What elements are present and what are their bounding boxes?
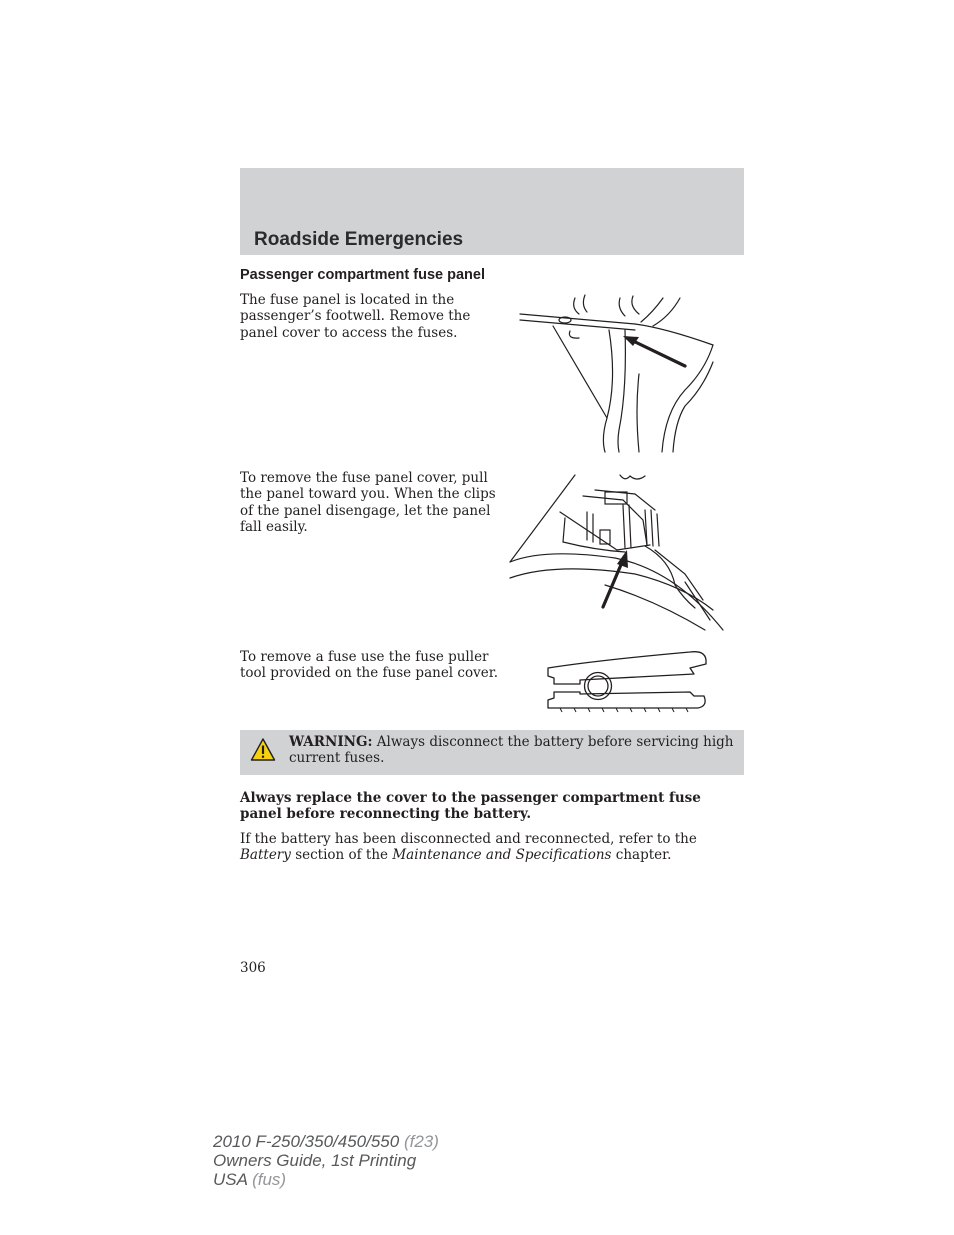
- footer-market-code: (fus): [252, 1170, 287, 1189]
- footer-edition: Owners Guide, 1st Printing: [213, 1151, 417, 1170]
- document-footer: [213, 1132, 439, 1189]
- page-number: 306: [240, 960, 266, 976]
- paragraph-fuse-panel-location: The fuse panel is located in the passenger’s footwell. Remove the panel cover to access the fuses.: [240, 292, 471, 341]
- battery-note-middle: section of the: [295, 847, 389, 864]
- footer-model-code: (f23): [403, 1132, 439, 1151]
- chapter-reference: Maintenance and Specifications: [392, 847, 612, 864]
- battery-note-prefix: If the battery has been disconnected and reconnected, refer to the: [240, 831, 697, 847]
- footwell-fuse-panel-illustration: [515, 290, 720, 455]
- warning-message: [289, 734, 739, 767]
- replace-cover-note: Always replace the cover to the passenger compartment fuse panel before reconnecting the battery.: [240, 790, 701, 823]
- battery-reference-note: [240, 831, 740, 864]
- footer-model: 2010 F-250/350/450/550: [213, 1132, 400, 1151]
- paragraph-fuse-puller: To remove a fuse use the fuse puller tool provided on the fuse panel cover.: [240, 649, 498, 682]
- fuse-panel-cover-illustration: [505, 470, 730, 635]
- fuse-puller-tool-illustration: [540, 648, 715, 716]
- warning-triangle-icon: [250, 737, 276, 763]
- footer-market: USA: [213, 1170, 248, 1189]
- paragraph-remove-cover: To remove the fuse panel cover, pull the panel toward you. When the clips of the panel disengage, let the panel fall easily.: [240, 470, 496, 535]
- subsection-heading: Passenger compartment fuse panel: [240, 267, 485, 283]
- warning-callout: [240, 730, 744, 775]
- section-header-band: [240, 168, 744, 255]
- warning-body: Always disconnect the battery before servicing high current fuses.: [289, 734, 734, 767]
- battery-reference-link: Battery: [240, 847, 291, 864]
- battery-note-suffix: chapter.: [615, 847, 672, 864]
- warning-label: WARNING:: [289, 734, 373, 750]
- section-title: Roadside Emergencies: [254, 229, 464, 250]
